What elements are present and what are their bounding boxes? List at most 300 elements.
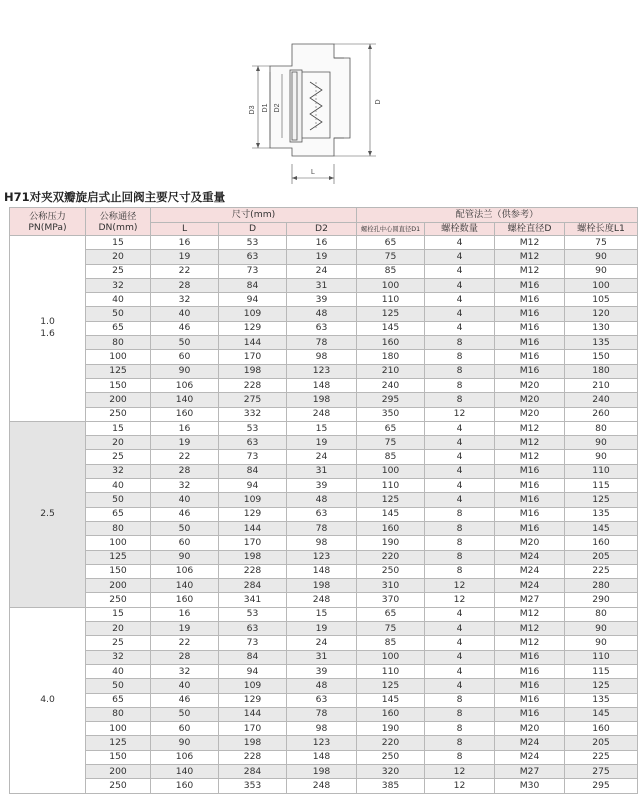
cell-bolt-length: 125 (565, 493, 638, 507)
cell-l: 50 (151, 707, 219, 721)
valve-cross-section-drawing (230, 38, 405, 188)
cell-bolt-count: 8 (425, 521, 495, 535)
cell-d2: 15 (287, 421, 357, 435)
cell-d: 144 (219, 336, 287, 350)
cell-d2: 198 (287, 393, 357, 407)
cell-d2: 198 (287, 764, 357, 778)
cell-bolt-length: 115 (565, 479, 638, 493)
cell-l: 46 (151, 321, 219, 335)
cell-l: 46 (151, 693, 219, 707)
cell-bolt-count: 4 (425, 250, 495, 264)
cell-bolt-circle: 85 (357, 636, 425, 650)
table-row (10, 650, 638, 664)
cell-d: 94 (219, 479, 287, 493)
cell-bolt-length: 150 (565, 350, 638, 364)
cell-bolt-length: 260 (565, 407, 638, 421)
cell-bolt-diameter: M16 (495, 707, 565, 721)
cell-bolt-count: 8 (425, 507, 495, 521)
cell-d2: 98 (287, 350, 357, 364)
cell-bolt-diameter: M16 (495, 278, 565, 292)
cell-bolt-length: 75 (565, 236, 638, 250)
cell-bolt-count: 4 (425, 622, 495, 636)
cell-bolt-diameter: M12 (495, 250, 565, 264)
cell-bolt-length: 120 (565, 307, 638, 321)
cell-bolt-count: 8 (425, 736, 495, 750)
cell-bolt-diameter: M12 (495, 636, 565, 650)
cell-bolt-diameter: M16 (495, 479, 565, 493)
cell-bolt-circle: 65 (357, 421, 425, 435)
table-row (10, 521, 638, 535)
cell-dn: 250 (86, 593, 151, 607)
cell-bolt-count: 8 (425, 564, 495, 578)
cell-bolt-count: 4 (425, 493, 495, 507)
cell-bolt-diameter: M16 (495, 336, 565, 350)
cell-dn: 100 (86, 536, 151, 550)
cell-d: 198 (219, 736, 287, 750)
cell-l: 50 (151, 521, 219, 535)
cell-bolt-circle: 190 (357, 722, 425, 736)
header-bolt-diameter: 螺栓直径D (495, 223, 565, 236)
cell-dn: 20 (86, 622, 151, 636)
cell-d2: 39 (287, 664, 357, 678)
cell-bolt-circle: 250 (357, 750, 425, 764)
table-row (10, 779, 638, 793)
cell-dn: 250 (86, 779, 151, 793)
dim-label-d1: D1 (262, 103, 269, 113)
cell-d: 129 (219, 693, 287, 707)
cell-l: 46 (151, 507, 219, 521)
cell-bolt-length: 205 (565, 736, 638, 750)
cell-l: 60 (151, 536, 219, 550)
cell-d2: 48 (287, 679, 357, 693)
cell-dn: 25 (86, 636, 151, 650)
cell-bolt-diameter: M24 (495, 750, 565, 764)
table-row (10, 736, 638, 750)
cell-bolt-diameter: M16 (495, 364, 565, 378)
table-row (10, 493, 638, 507)
cell-dn: 100 (86, 722, 151, 736)
cell-l: 32 (151, 664, 219, 678)
cell-bolt-circle: 320 (357, 764, 425, 778)
cell-d: 63 (219, 622, 287, 636)
cell-dn: 150 (86, 750, 151, 764)
cell-l: 160 (151, 593, 219, 607)
cell-bolt-length: 160 (565, 722, 638, 736)
cell-bolt-diameter: M20 (495, 407, 565, 421)
cell-bolt-length: 110 (565, 650, 638, 664)
cell-bolt-length: 90 (565, 622, 638, 636)
cell-bolt-length: 90 (565, 450, 638, 464)
table-row (10, 378, 638, 392)
table-row (10, 264, 638, 278)
cell-bolt-circle: 180 (357, 350, 425, 364)
cell-bolt-diameter: M16 (495, 321, 565, 335)
cell-l: 140 (151, 393, 219, 407)
cell-bolt-circle: 310 (357, 579, 425, 593)
header-bolt-length: 螺栓长度L1 (565, 223, 638, 236)
cell-l: 90 (151, 736, 219, 750)
cell-d2: 16 (287, 236, 357, 250)
cell-bolt-length: 135 (565, 507, 638, 521)
cell-d: 63 (219, 436, 287, 450)
cell-dn: 20 (86, 250, 151, 264)
table-row (10, 479, 638, 493)
cell-dn: 200 (86, 579, 151, 593)
cell-bolt-circle: 100 (357, 650, 425, 664)
cell-l: 22 (151, 636, 219, 650)
table-row (10, 764, 638, 778)
cell-bolt-length: 145 (565, 707, 638, 721)
cell-d: 228 (219, 750, 287, 764)
cell-d2: 31 (287, 650, 357, 664)
cell-l: 50 (151, 336, 219, 350)
cell-d2: 98 (287, 536, 357, 550)
cell-bolt-circle: 220 (357, 550, 425, 564)
cell-d: 109 (219, 679, 287, 693)
cell-d2: 31 (287, 464, 357, 478)
cell-bolt-length: 225 (565, 564, 638, 578)
cell-d: 84 (219, 464, 287, 478)
cell-l: 106 (151, 750, 219, 764)
cell-d: 94 (219, 293, 287, 307)
cell-bolt-count: 8 (425, 550, 495, 564)
cell-d2: 148 (287, 378, 357, 392)
cell-bolt-circle: 295 (357, 393, 425, 407)
cell-l: 160 (151, 779, 219, 793)
cell-dn: 15 (86, 236, 151, 250)
cell-bolt-length: 160 (565, 536, 638, 550)
cell-bolt-diameter: M30 (495, 779, 565, 793)
table-row (10, 579, 638, 593)
cell-l: 60 (151, 722, 219, 736)
table-row (10, 507, 638, 521)
cell-bolt-length: 180 (565, 364, 638, 378)
cell-l: 22 (151, 450, 219, 464)
cell-d: 170 (219, 722, 287, 736)
table-row (10, 421, 638, 435)
cell-l: 32 (151, 479, 219, 493)
cell-dn: 125 (86, 550, 151, 564)
cell-l: 90 (151, 550, 219, 564)
cell-l: 16 (151, 607, 219, 621)
cell-bolt-length: 240 (565, 393, 638, 407)
cell-bolt-count: 8 (425, 350, 495, 364)
dim-label-l: L (311, 169, 315, 176)
cell-bolt-diameter: M16 (495, 493, 565, 507)
cell-bolt-count: 8 (425, 336, 495, 350)
cell-d2: 31 (287, 278, 357, 292)
header-dn: 公称通径 DN(mm) (86, 208, 151, 236)
table-row (10, 564, 638, 578)
cell-d2: 198 (287, 579, 357, 593)
cell-bolt-diameter: M12 (495, 236, 565, 250)
table-row (10, 236, 638, 250)
cell-d2: 19 (287, 436, 357, 450)
cell-dn: 40 (86, 479, 151, 493)
cell-bolt-diameter: M12 (495, 607, 565, 621)
cell-bolt-diameter: M12 (495, 450, 565, 464)
cell-bolt-circle: 240 (357, 378, 425, 392)
cell-bolt-circle: 220 (357, 736, 425, 750)
cell-d: 73 (219, 264, 287, 278)
cell-bolt-circle: 65 (357, 607, 425, 621)
table-row (10, 536, 638, 550)
table-row (10, 293, 638, 307)
cell-d2: 63 (287, 507, 357, 521)
cell-l: 106 (151, 564, 219, 578)
cell-dn: 50 (86, 493, 151, 507)
cell-bolt-circle: 75 (357, 436, 425, 450)
cell-dn: 40 (86, 664, 151, 678)
cell-bolt-circle: 110 (357, 479, 425, 493)
cell-dn: 150 (86, 564, 151, 578)
cell-l: 28 (151, 464, 219, 478)
cell-bolt-circle: 110 (357, 664, 425, 678)
cell-bolt-diameter: M16 (495, 693, 565, 707)
cell-bolt-count: 12 (425, 764, 495, 778)
cell-dn: 200 (86, 764, 151, 778)
table-row (10, 464, 638, 478)
cell-bolt-length: 90 (565, 264, 638, 278)
table-row (10, 607, 638, 621)
cell-bolt-diameter: M27 (495, 593, 565, 607)
cell-bolt-length: 80 (565, 607, 638, 621)
cell-bolt-count: 4 (425, 436, 495, 450)
cell-d2: 148 (287, 750, 357, 764)
cell-bolt-diameter: M20 (495, 393, 565, 407)
cell-bolt-count: 8 (425, 393, 495, 407)
cell-bolt-length: 135 (565, 693, 638, 707)
cell-bolt-circle: 100 (357, 464, 425, 478)
cell-d: 53 (219, 607, 287, 621)
cell-bolt-circle: 100 (357, 278, 425, 292)
cell-bolt-circle: 110 (357, 293, 425, 307)
header-flange: 配管法兰（供参考） (357, 208, 638, 223)
cell-bolt-circle: 75 (357, 250, 425, 264)
cell-bolt-count: 12 (425, 407, 495, 421)
table-row (10, 307, 638, 321)
page-title: H71对夹双瓣旋启式止回阀主要尺寸及重量 (4, 190, 226, 204)
cell-bolt-diameter: M12 (495, 436, 565, 450)
cell-bolt-circle: 125 (357, 307, 425, 321)
cell-bolt-count: 4 (425, 293, 495, 307)
cell-bolt-count: 8 (425, 707, 495, 721)
cell-bolt-count: 12 (425, 579, 495, 593)
cell-bolt-count: 4 (425, 679, 495, 693)
cell-bolt-count: 8 (425, 750, 495, 764)
cell-bolt-circle: 350 (357, 407, 425, 421)
cell-dn: 20 (86, 436, 151, 450)
table-row (10, 350, 638, 364)
cell-bolt-length: 205 (565, 550, 638, 564)
table-row (10, 250, 638, 264)
cell-bolt-count: 4 (425, 278, 495, 292)
cell-dn: 50 (86, 307, 151, 321)
cell-d2: 123 (287, 736, 357, 750)
cell-bolt-circle: 125 (357, 493, 425, 507)
cell-d2: 24 (287, 636, 357, 650)
cell-bolt-circle: 160 (357, 707, 425, 721)
cell-dn: 25 (86, 264, 151, 278)
cell-bolt-circle: 385 (357, 779, 425, 793)
cell-bolt-count: 4 (425, 464, 495, 478)
cell-bolt-diameter: M16 (495, 650, 565, 664)
cell-bolt-count: 4 (425, 236, 495, 250)
cell-bolt-diameter: M20 (495, 378, 565, 392)
cell-l: 140 (151, 764, 219, 778)
cell-bolt-count: 4 (425, 607, 495, 621)
cell-l: 60 (151, 350, 219, 364)
table-row (10, 693, 638, 707)
cell-bolt-diameter: M16 (495, 350, 565, 364)
cell-bolt-circle: 75 (357, 622, 425, 636)
cell-d2: 98 (287, 722, 357, 736)
cell-bolt-length: 125 (565, 679, 638, 693)
pn-cell: 4.0 (10, 607, 86, 793)
cell-d: 73 (219, 450, 287, 464)
cell-bolt-circle: 145 (357, 693, 425, 707)
header-bolt-circle: 螺栓孔中心圆直径D1 (357, 223, 425, 236)
cell-bolt-count: 4 (425, 421, 495, 435)
cell-bolt-diameter: M27 (495, 764, 565, 778)
cell-bolt-circle: 190 (357, 536, 425, 550)
table-row (10, 321, 638, 335)
cell-bolt-diameter: M16 (495, 507, 565, 521)
cell-dn: 25 (86, 450, 151, 464)
cell-bolt-count: 8 (425, 378, 495, 392)
cell-d2: 123 (287, 364, 357, 378)
cell-dn: 125 (86, 364, 151, 378)
cell-bolt-length: 90 (565, 636, 638, 650)
header-pn: 公称压力 PN(MPa) (10, 208, 86, 236)
table-row (10, 450, 638, 464)
cell-bolt-count: 4 (425, 664, 495, 678)
cell-bolt-length: 210 (565, 378, 638, 392)
cell-d: 129 (219, 507, 287, 521)
cell-d2: 24 (287, 264, 357, 278)
cell-d: 84 (219, 278, 287, 292)
cell-bolt-circle: 85 (357, 264, 425, 278)
cell-l: 16 (151, 236, 219, 250)
header-d: D (219, 223, 287, 236)
cell-l: 19 (151, 436, 219, 450)
cell-bolt-count: 8 (425, 722, 495, 736)
dim-label-d: D (375, 99, 382, 105)
cell-bolt-count: 8 (425, 693, 495, 707)
pn-cell: 1.0 1.6 (10, 236, 86, 422)
cell-d2: 78 (287, 521, 357, 535)
cell-bolt-circle: 210 (357, 364, 425, 378)
cell-l: 40 (151, 307, 219, 321)
cell-d: 170 (219, 536, 287, 550)
cell-bolt-diameter: M12 (495, 264, 565, 278)
cell-d2: 123 (287, 550, 357, 564)
cell-dn: 200 (86, 393, 151, 407)
cell-bolt-diameter: M12 (495, 421, 565, 435)
table-row (10, 593, 638, 607)
cell-d2: 63 (287, 321, 357, 335)
cell-bolt-length: 145 (565, 521, 638, 535)
cell-dn: 32 (86, 278, 151, 292)
cell-d2: 19 (287, 622, 357, 636)
cell-d2: 148 (287, 564, 357, 578)
cell-d: 63 (219, 250, 287, 264)
header-l: L (151, 223, 219, 236)
cell-d: 170 (219, 350, 287, 364)
cell-bolt-circle: 145 (357, 321, 425, 335)
cell-dn: 50 (86, 679, 151, 693)
cell-dn: 15 (86, 421, 151, 435)
cell-bolt-count: 8 (425, 364, 495, 378)
cell-d2: 248 (287, 779, 357, 793)
cell-bolt-count: 8 (425, 536, 495, 550)
table-row (10, 336, 638, 350)
cell-bolt-diameter: M16 (495, 464, 565, 478)
cell-d2: 19 (287, 250, 357, 264)
cell-l: 40 (151, 679, 219, 693)
cell-d2: 78 (287, 336, 357, 350)
cell-d2: 48 (287, 307, 357, 321)
cell-d: 73 (219, 636, 287, 650)
cell-bolt-length: 105 (565, 293, 638, 307)
cell-bolt-diameter: M20 (495, 722, 565, 736)
cell-dn: 40 (86, 293, 151, 307)
cell-d: 353 (219, 779, 287, 793)
table-row (10, 364, 638, 378)
cell-dn: 80 (86, 521, 151, 535)
cell-dn: 100 (86, 350, 151, 364)
cell-bolt-diameter: M20 (495, 536, 565, 550)
cell-d: 84 (219, 650, 287, 664)
cell-bolt-count: 4 (425, 636, 495, 650)
cell-dn: 15 (86, 607, 151, 621)
cell-bolt-circle: 145 (357, 507, 425, 521)
table-row (10, 278, 638, 292)
cell-dn: 32 (86, 464, 151, 478)
cell-bolt-diameter: M24 (495, 564, 565, 578)
table-row (10, 636, 638, 650)
cell-l: 22 (151, 264, 219, 278)
table-row (10, 436, 638, 450)
cell-dn: 80 (86, 336, 151, 350)
cell-bolt-length: 280 (565, 579, 638, 593)
cell-d2: 248 (287, 593, 357, 607)
cell-l: 32 (151, 293, 219, 307)
cell-bolt-length: 90 (565, 436, 638, 450)
cell-d: 284 (219, 764, 287, 778)
cell-bolt-length: 135 (565, 336, 638, 350)
cell-d2: 15 (287, 607, 357, 621)
cell-dn: 125 (86, 736, 151, 750)
cell-dn: 65 (86, 693, 151, 707)
cell-d: 94 (219, 664, 287, 678)
header-d2: D2 (287, 223, 357, 236)
cell-l: 16 (151, 421, 219, 435)
cell-bolt-count: 4 (425, 264, 495, 278)
cell-bolt-diameter: M12 (495, 622, 565, 636)
cell-bolt-count: 12 (425, 779, 495, 793)
table-row (10, 750, 638, 764)
table-row (10, 550, 638, 564)
cell-bolt-diameter: M16 (495, 307, 565, 321)
cell-d: 53 (219, 421, 287, 435)
cell-bolt-circle: 370 (357, 593, 425, 607)
cell-bolt-length: 275 (565, 764, 638, 778)
dim-label-d2: D2 (274, 103, 281, 113)
cell-d: 129 (219, 321, 287, 335)
pn-cell: 2.5 (10, 421, 86, 607)
cell-bolt-length: 90 (565, 250, 638, 264)
